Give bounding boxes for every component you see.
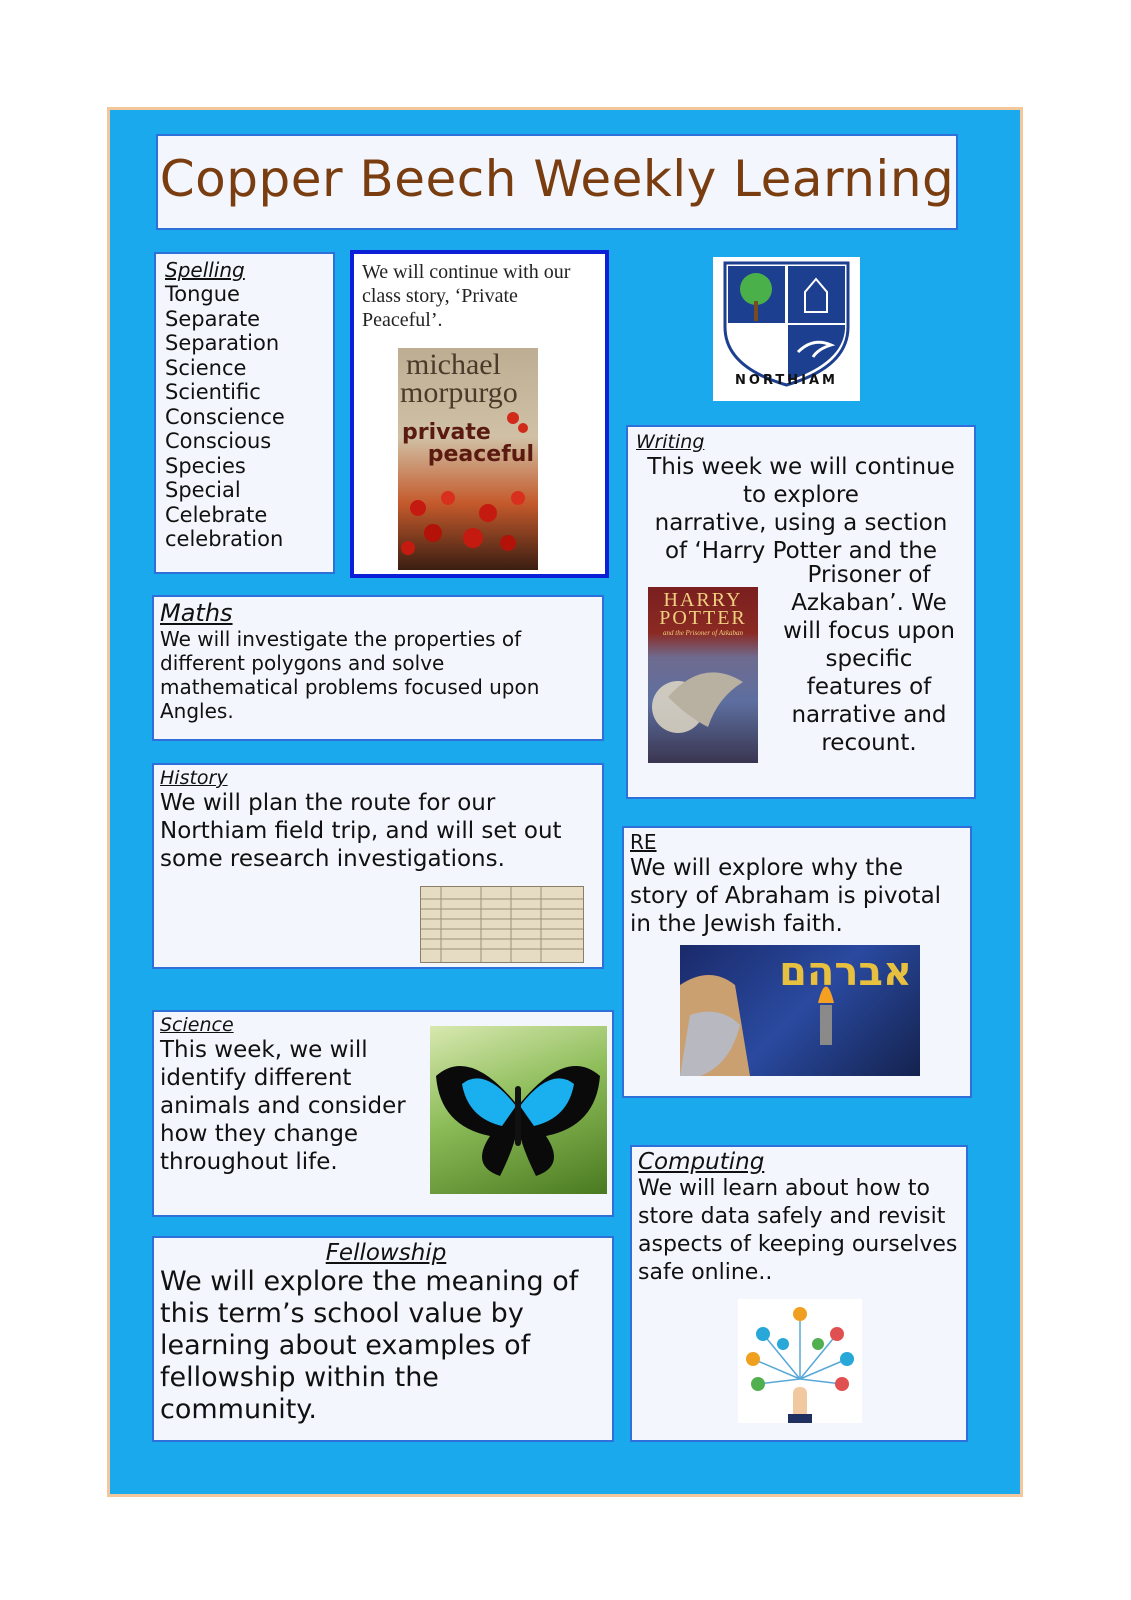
butterfly-image — [430, 1026, 607, 1194]
writing-line: recount. — [821, 730, 917, 756]
spelling-word: celebration — [165, 527, 284, 551]
history-text: We will plan the route for our Northiam field trip, and will set out some research investigations. — [160, 790, 562, 872]
writing-line: specific — [825, 646, 913, 672]
spelling-box — [154, 252, 335, 574]
abraham-image — [680, 945, 920, 1076]
spelling-word: Special — [165, 478, 241, 502]
writing-line: narrative and — [791, 702, 947, 728]
re-box — [622, 826, 972, 1098]
writing-line: to explore — [743, 482, 859, 508]
book-title-line2: peaceful — [427, 442, 534, 467]
spelling-word: Separation — [165, 331, 280, 355]
writing-box — [626, 425, 976, 799]
hebrew-text: אברהם — [779, 949, 912, 995]
computing-text: We will learn about how to store data safely and revisit aspects of keeping ourselves safe online.. — [638, 1176, 958, 1285]
maths-text: We will investigate the properties of different polygons and solve mathematical problems focused upon Angles. — [160, 627, 540, 723]
spelling-word: Separate — [165, 306, 261, 331]
logo-text: NORTHIAM — [735, 373, 838, 388]
writing-text-top — [636, 453, 966, 565]
history-heading: History — [160, 767, 228, 789]
spelling-word: Science — [165, 355, 247, 380]
harry-potter-book-cover — [648, 587, 758, 763]
re-text: We will explore why the story of Abraham is pivotal in the Jewish faith. — [630, 855, 942, 937]
fellowship-heading: Fellowship — [325, 1240, 447, 1266]
writing-heading: Writing — [636, 431, 705, 453]
spelling-word: Species — [165, 453, 246, 478]
science-heading: Science — [160, 1014, 234, 1036]
book-line2: POTTER — [659, 607, 747, 629]
writing-line: Azkaban’. We — [791, 590, 947, 616]
writing-line: of ‘Harry Potter and the — [664, 538, 937, 564]
data-network-image — [738, 1299, 862, 1423]
spelling-word: Tongue — [165, 282, 240, 306]
spelling-word: Conscience — [165, 404, 285, 429]
spelling-word: Scientific — [165, 380, 261, 404]
census-table-illustration — [421, 887, 583, 962]
writing-line: features of — [806, 674, 932, 700]
science-text: This week, we will identify different animals and consider how they change throughout life. — [160, 1037, 406, 1175]
book-author-line2: morpurgo — [400, 376, 518, 409]
maths-heading: Maths — [160, 599, 233, 627]
history-box — [152, 763, 604, 969]
hippogriff-illustration — [648, 587, 758, 763]
computing-box — [630, 1145, 968, 1442]
poster — [107, 107, 1023, 1497]
writing-line: narrative, using a section — [654, 510, 948, 536]
fellowship-box — [152, 1236, 614, 1442]
book-author-line1: michael — [406, 348, 501, 381]
network-icon — [738, 1299, 862, 1423]
writing-line: Prisoner of — [807, 562, 931, 588]
title-box — [156, 134, 958, 230]
writing-line: This week we will continue — [647, 454, 955, 480]
computing-heading: Computing — [638, 1149, 765, 1175]
maths-box — [152, 595, 604, 741]
story-text: We will continue with our class story, ‘Private Peaceful’. — [362, 261, 571, 331]
poppy-field-illustration — [398, 348, 538, 570]
book-line1: HARRY — [663, 589, 743, 611]
spelling-list — [165, 282, 333, 552]
writing-line: will focus upon — [783, 618, 955, 644]
fellowship-text: We will explore the meaning of this term’s school value by learning about examples of fellowship within the community. — [160, 1266, 579, 1425]
spelling-heading: Spelling — [165, 258, 245, 282]
historical-document-image — [420, 886, 584, 963]
spelling-word: Celebrate — [165, 502, 268, 527]
page-title: Copper Beech Weekly Learning — [159, 150, 955, 208]
book-subtitle: and the Prisoner of Azkaban — [663, 629, 743, 637]
re-heading: RE — [630, 830, 657, 854]
story-box — [350, 250, 609, 578]
butterfly-illustration — [430, 1026, 607, 1194]
spelling-word: Conscious — [165, 429, 272, 453]
private-peaceful-book-cover — [398, 348, 538, 570]
school-logo — [713, 257, 860, 401]
book-title-line1: private — [402, 420, 491, 445]
writing-text-side — [774, 561, 964, 757]
science-box — [152, 1010, 614, 1217]
